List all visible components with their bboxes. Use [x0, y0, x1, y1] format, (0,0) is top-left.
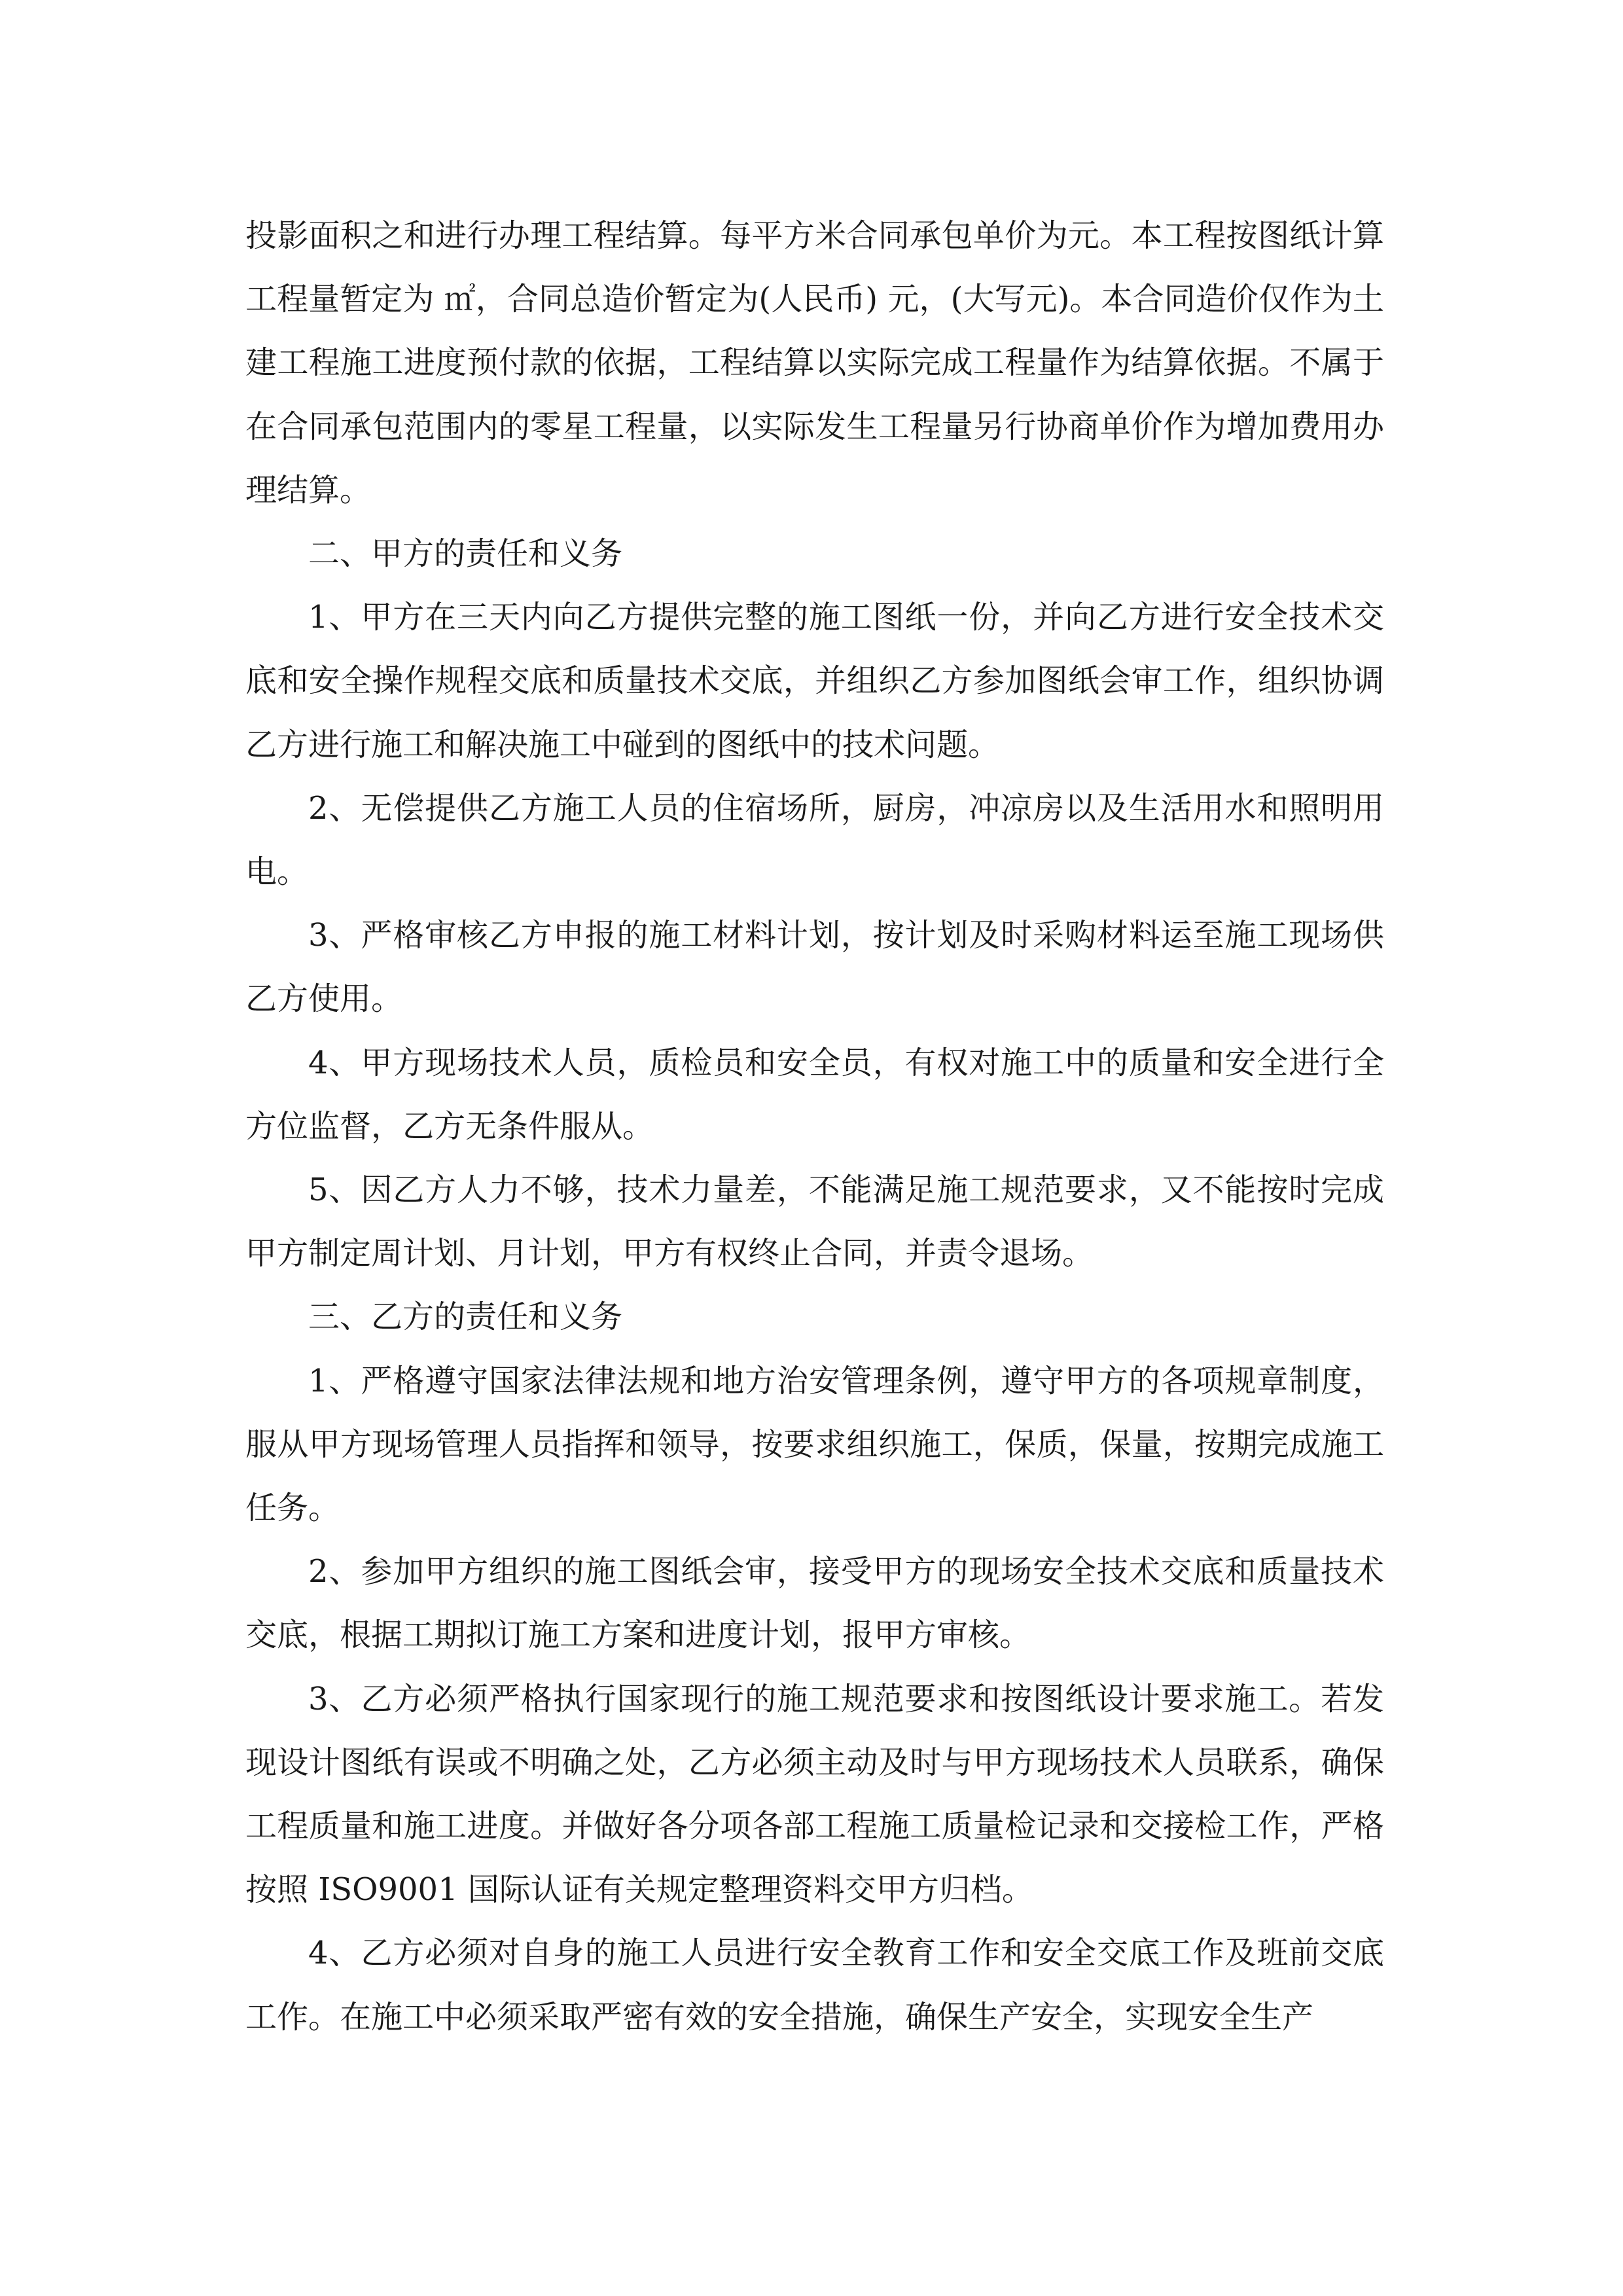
document-body [245, 204, 1384, 2049]
section-3-heading: 三、乙方的责任和义务 [308, 1299, 623, 1336]
section-3-item-1: 1、严格遵守国家法律法规和地方治安管理条例，遵守甲方的各项规章制度，服从甲方现场管理人员指挥和领导，按要求组织施工，保质，保量，按期完成施工任务。 [245, 1362, 1384, 1527]
section-2-item-2: 2、无偿提供乙方施工人员的住宿场所，厨房，冲凉房以及生活用水和照明用电。 [245, 789, 1384, 891]
section-2-heading: 二、甲方的责任和义务 [308, 535, 623, 573]
section-2-item-3: 3、严格审核乙方申报的施工材料计划，按计划及时采购材料运至施工现场供乙方使用。 [245, 917, 1384, 1018]
section-2-item-1: 1、甲方在三天内向乙方提供完整的施工图纸一份，并向乙方进行安全技术交底和安全操作规程交底和质量技术交底，并组织乙方参加图纸会审工作，组织协调乙方进行施工和解决施工中碰到的图纸中的技术问题。 [245, 599, 1384, 763]
paragraph-intro-continued: 投影面积之和进行办理工程结算。每平方米合同承包单价为元。本工程按图纸计算工程量暂定为 ㎡，合同总造价暂定为(人民币) 元，(大写元)。本合同造价仅作为土建工程施工进度预付款的依据，工程结算以实际完成工程量作为结算依据。不属于在合同承包范围内的零星工程量，以实际发生工程量另行协商单价作为增加费用办理结算。 [245, 217, 1384, 509]
section-3-item-2: 2、参加甲方组织的施工图纸会审，接受甲方的现场安全技术交底和质量技术交底，根据工期拟订施工方案和进度计划，报甲方审核。 [245, 1553, 1384, 1654]
section-2-item-4: 4、甲方现场技术人员，质检员和安全员，有权对施工中的质量和安全进行全方位监督，乙方无条件服从。 [245, 1044, 1384, 1145]
section-2-item-5: 5、因乙方人力不够，技术力量差，不能满足施工规范要求，又不能按时完成甲方制定周计划、月计划，甲方有权终止合同，并责令退场。 [245, 1172, 1384, 1272]
section-3-item-3: 3、乙方必须严格执行国家现行的施工规范要求和按图纸设计要求施工。若发现设计图纸有误或不明确之处，乙方必须主动及时与甲方现场技术人员联系，确保工程质量和施工进度。并做好各分项各部工程施工质量检记录和交接检工作，严格按照 ISO9001 国际认证有关规定整理资料交甲方归档。 [245, 1680, 1384, 1909]
section-3-item-4: 4、乙方必须对自身的施工人员进行安全教育工作和安全交底工作及班前交底工作。在施工中必须采取严密有效的安全措施，确保生产安全，实现安全生产 [245, 1935, 1384, 2036]
